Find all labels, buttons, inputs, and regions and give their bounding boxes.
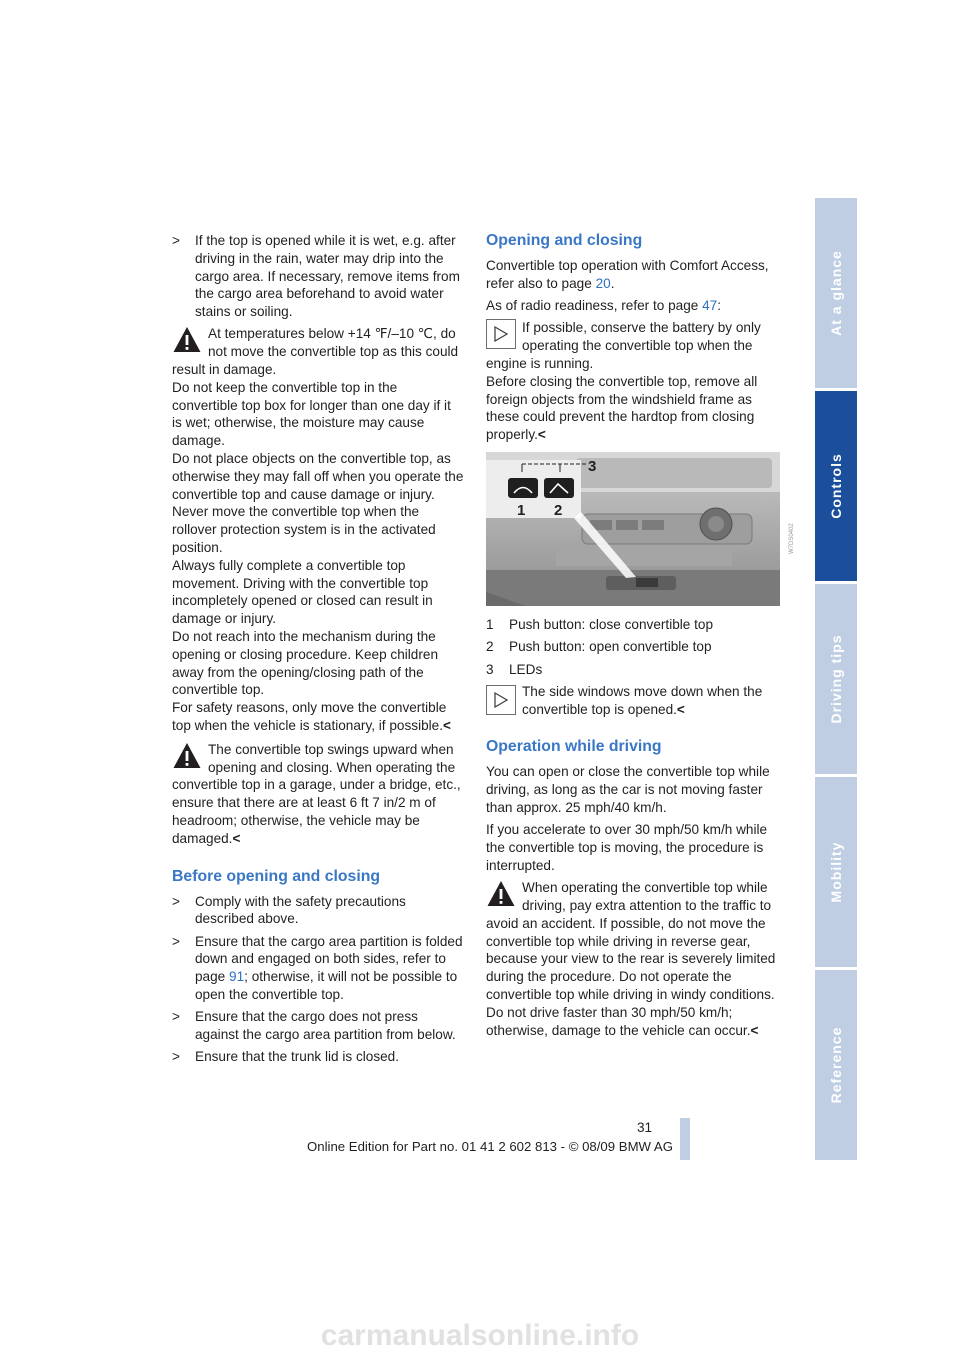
sidebar-tab-mobility[interactable]: Mobility	[815, 777, 857, 967]
bullet-partition: > Ensure that the cargo area partition is folded down and engaged on both sides, refer to page 91; otherwise, it will not be possible to open the convertible top.	[172, 933, 463, 1003]
note-side-windows: The side windows move down when the convertible top is opened.<	[486, 683, 778, 719]
legend-item-3: 3 LEDs	[486, 661, 543, 677]
heading-operation-driving: Operation while driving	[486, 738, 662, 756]
page-number: 31	[637, 1120, 653, 1135]
sidebar-tab-reference[interactable]: Reference	[815, 970, 857, 1160]
note-play-icon	[486, 685, 516, 715]
figure-code: W7DS0402	[789, 523, 795, 554]
svg-text:carmanualsonline.info: carmanualsonline.info	[320, 1319, 640, 1352]
bullet-safety: > Comply with the safety precautions described above.	[172, 893, 406, 927]
warning-paragraph: For safety reasons, only move the convertible top when the vehicle is stationary, if possible.<	[172, 700, 451, 734]
figure-label-3: 3	[588, 457, 597, 475]
warning-paragraph: Do not place objects on the convertible top, as otherwise they may fall off when you operate the convertible top and cause damage or injury.	[172, 451, 464, 502]
warning-paragraph: Do not keep the convertible top in the convertible top box for longer than one day if it is wet; otherwise, the moisture may cause damage.	[172, 379, 451, 449]
sidebar-tab-at-a-glance[interactable]: At a glance	[815, 198, 857, 388]
comfort-access-paragraph: Convertible top operation with Comfort Access, refer also to page 20.	[486, 258, 769, 291]
section-sidebar	[815, 198, 857, 1160]
heading-before-opening: Before opening and closing	[172, 867, 381, 885]
console-illustration	[486, 452, 780, 606]
convertible-top-buttons-photo	[486, 452, 795, 606]
warning-paragraph: Do not reach into the mechanism during the opening or closing procedure. Keep children away from the opening/closing path of the convertible top.	[172, 629, 439, 698]
warning-paragraph: Never move the convertible top when the rollover protection system is in the activated position.	[172, 504, 436, 556]
heading-opening-closing: Opening and closing	[486, 232, 643, 249]
legend-item-2: 2 Push button: open convertible top	[486, 639, 712, 655]
end-mark: <	[676, 701, 685, 717]
legend-item-1: 1 Push button: close convertible top	[486, 616, 714, 632]
bullet-cargo: > Ensure that the cargo does not press against the cargo area partition from below.	[172, 1009, 456, 1043]
page-link-91[interactable]: 91	[229, 969, 245, 985]
bullet-trunk: > Ensure that the trunk lid is closed.	[172, 1049, 400, 1065]
end-mark: <	[443, 718, 451, 734]
note-battery: If possible, conserve the battery by only operating the convertible top when the engine is running. Before closing the convertible top, remove all foreign objects from the windshield frame as these could prevent the hardtop from closing properly.<	[486, 320, 761, 443]
warning-headroom: The convertible top swings upward when opening and closing. When operating the convertible top in a garage, under a bridge, etc., ensure that there are at least 6 ft 7 in/2 m of headroom; otherwise, the vehicle may be damaged.<	[172, 741, 461, 846]
watermark-logo	[270, 1307, 690, 1353]
end-mark: <	[537, 427, 546, 443]
warning-triangle-icon	[486, 879, 516, 909]
note-play-icon	[486, 319, 516, 349]
watermark	[0, 1307, 960, 1358]
speed-limit-paragraph: You can open or close the convertible top while driving, as long as the car is not moving faster than approx. 25 mph/40 km/h.	[486, 764, 770, 816]
sidebar-tab-controls[interactable]: Controls	[815, 391, 857, 581]
left-column	[172, 232, 464, 1071]
bullet-wet-top: > If the top is opened while it is wet, e.g. after driving in the rain, water may drip into the cargo area. If necessary, remove items from the cargo area beforehand to avoid water stains or soiling.	[172, 233, 460, 320]
warning-driving: When operating the convertible top while driving, pay extra attention to the traffic to avoid an accident. If possible, do not move the convertible top while driving in reverse gear, because your view to the rear is severely limited during the procedure. Do not operate the convertible top while driving in windy conditions. Do not drive faster than 30 mph/50 km/h; otherwise, damage to the vehicle can occur.<	[486, 880, 776, 1038]
warning-triangle-icon	[172, 325, 202, 355]
sidebar-tab-driving-tips[interactable]: Driving tips	[815, 584, 857, 774]
interrupt-paragraph: If you accelerate to over 30 mph/50 km/h while the convertible top is moving, the procedure is interrupted.	[486, 822, 768, 873]
warning-triangle-icon	[172, 741, 202, 771]
end-mark: <	[232, 830, 241, 846]
right-column	[486, 232, 795, 1044]
warning-temperature: At temperatures below +14 ℉/–10 ℃, do not move the convertible top as this could result in damage. Do not keep the convertible top in the convertible top box for longer than one day if it is wet; otherwise, the moisture may cause damage. Do not place objects on the convertible top, as otherwise they may fall off when you operate the convertible top and cause damage or injury. Never move the convertible top when the rollover protection system is in the activated position. Always fully complete a convertible top movement. Driving with the convertible top incompletely opened or closed can result in damage or injury. Do not reach into the mechanism during the opening or closing procedure. Keep children away from the opening/closing path of the convertible top. For safety reasons, only move the convertible top when the vehicle is stationary, if possible.<	[172, 326, 464, 734]
footer-edition: Online Edition for Part no. 01 41 2 602 813 - © 08/09 BMW AG	[307, 1139, 673, 1154]
radio-readiness-paragraph: As of radio readiness, refer to page 47:	[486, 298, 722, 314]
figure-label-1: 1	[517, 501, 526, 519]
page-link-47[interactable]: 47	[702, 298, 718, 314]
warning-paragraph: Always fully complete a convertible top movement. Driving with the convertible top incompletely opened or closed can result in damage or injury.	[172, 557, 433, 627]
page-number-bar	[680, 1118, 690, 1160]
end-mark: <	[750, 1022, 759, 1038]
page-link-20[interactable]: 20	[595, 275, 611, 291]
figure-label-2: 2	[554, 501, 563, 519]
